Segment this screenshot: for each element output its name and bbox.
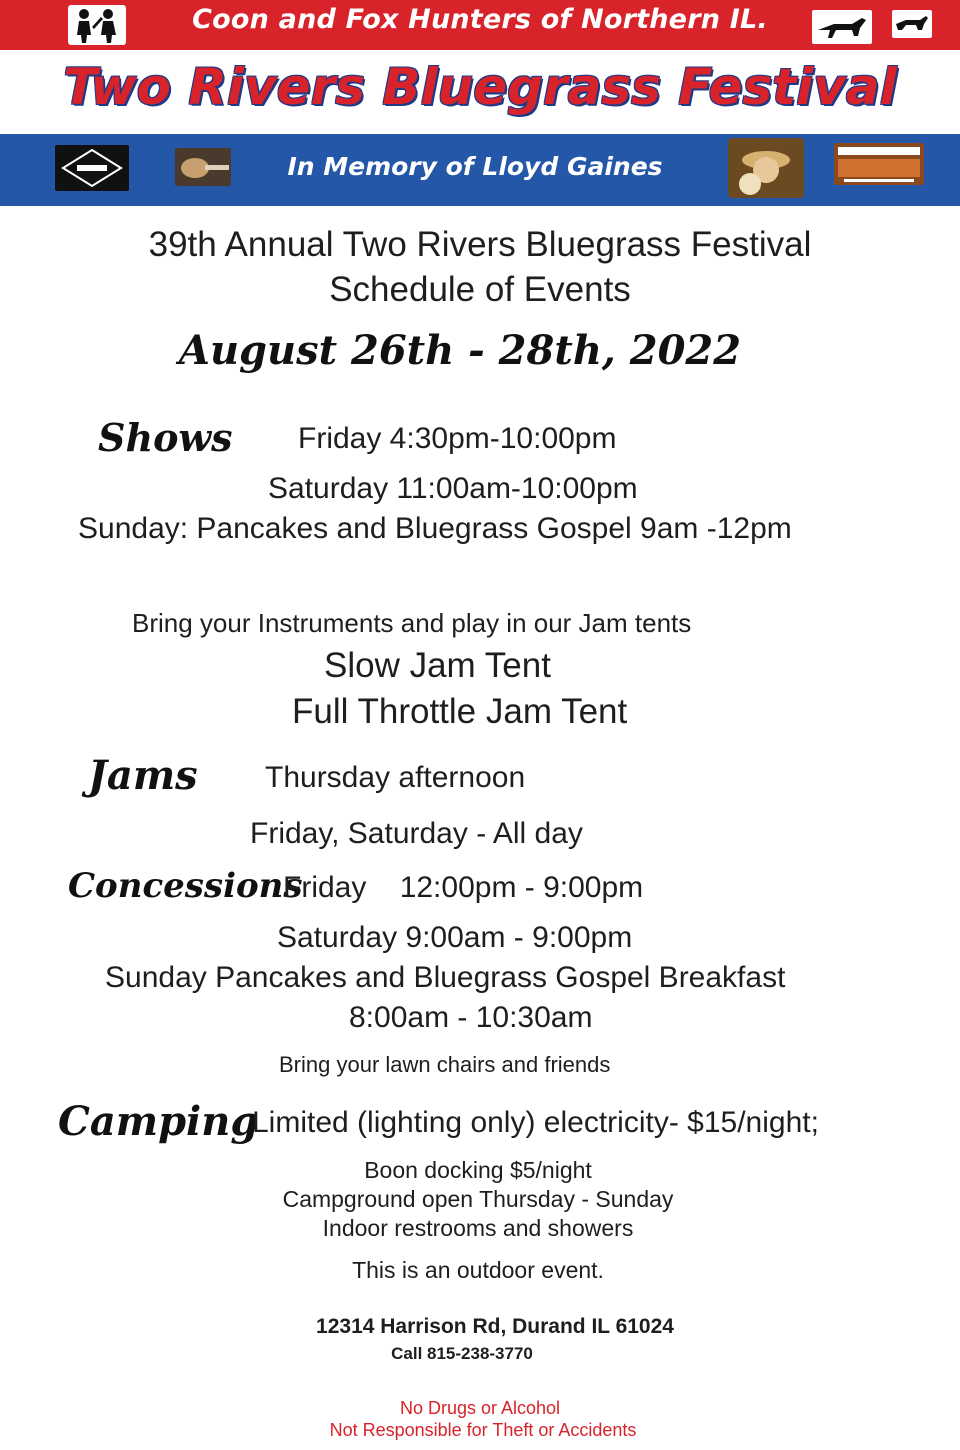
hunters-icon bbox=[68, 5, 126, 45]
sponsor-sign-logo-icon bbox=[834, 143, 924, 185]
event-subtitle: Schedule of Events bbox=[329, 270, 631, 309]
hunting-dog-icon bbox=[812, 10, 872, 44]
banjo-player-photo-icon bbox=[728, 138, 804, 198]
camping-line: Boon docking $5/night bbox=[364, 1157, 592, 1183]
shows-line: Friday 4:30pm-10:00pm bbox=[298, 422, 617, 455]
event-title: 39th Annual Two Rivers Bluegrass Festival bbox=[148, 225, 812, 264]
shows-heading: Shows bbox=[98, 415, 233, 460]
jam-tent: Slow Jam Tent bbox=[324, 646, 551, 685]
concessions-line: 8:00am - 10:30am bbox=[349, 1001, 593, 1034]
concessions-note: Bring your lawn chairs and friends bbox=[279, 1052, 611, 1077]
event-dates: August 26th - 28th, 2022 bbox=[178, 327, 742, 374]
concessions-line: Sunday Pancakes and Bluegrass Gospel Breakfast bbox=[105, 961, 786, 994]
jams-heading: Jams bbox=[88, 752, 198, 799]
camping-main: Limited (lighting only) electricity- $15/night; bbox=[252, 1106, 819, 1139]
guitar-image-icon bbox=[175, 148, 231, 186]
shows-line: Sunday: Pancakes and Bluegrass Gospel 9am -12pm bbox=[78, 512, 792, 545]
jam-tent: Full Throttle Jam Tent bbox=[292, 692, 628, 731]
concessions-line: Saturday 9:00am - 9:00pm bbox=[277, 921, 633, 954]
shows-line: Saturday 11:00am-10:00pm bbox=[268, 472, 638, 505]
camping-heading: Camping bbox=[58, 1098, 259, 1145]
memorial-banner bbox=[0, 134, 960, 206]
festival-banner bbox=[0, 50, 960, 134]
outdoor-note: This is an outdoor event. bbox=[352, 1257, 604, 1283]
camping-line: Indoor restrooms and showers bbox=[322, 1215, 634, 1241]
sponsor-diamond-logo-icon bbox=[55, 145, 129, 191]
concessions-heading: Concessions bbox=[68, 866, 303, 906]
phone-number: Call 815-238-3770 bbox=[391, 1344, 533, 1363]
disclaimer-line: No Drugs or Alcohol bbox=[399, 1398, 561, 1418]
disclaimer-line: Not Responsible for Theft or Accidents bbox=[329, 1420, 637, 1440]
jams-line: Thursday afternoon bbox=[265, 761, 526, 794]
jams-line: Friday, Saturday - All day bbox=[250, 817, 583, 850]
fox-icon bbox=[892, 10, 932, 38]
festival-name: Two Rivers Bluegrass Festival bbox=[63, 58, 897, 116]
camping-line: Campground open Thursday - Sunday bbox=[282, 1186, 674, 1212]
organization-name: Coon and Fox Hunters of Northern IL. bbox=[192, 4, 768, 35]
jam-intro: Bring your Instruments and play in our Jam tents bbox=[132, 608, 692, 638]
concessions-line: Friday 12:00pm - 9:00pm bbox=[283, 871, 644, 904]
memorial-text: In Memory of Lloyd Gaines bbox=[287, 152, 663, 181]
address: 12314 Harrison Rd, Durand IL 61024 bbox=[316, 1315, 674, 1338]
